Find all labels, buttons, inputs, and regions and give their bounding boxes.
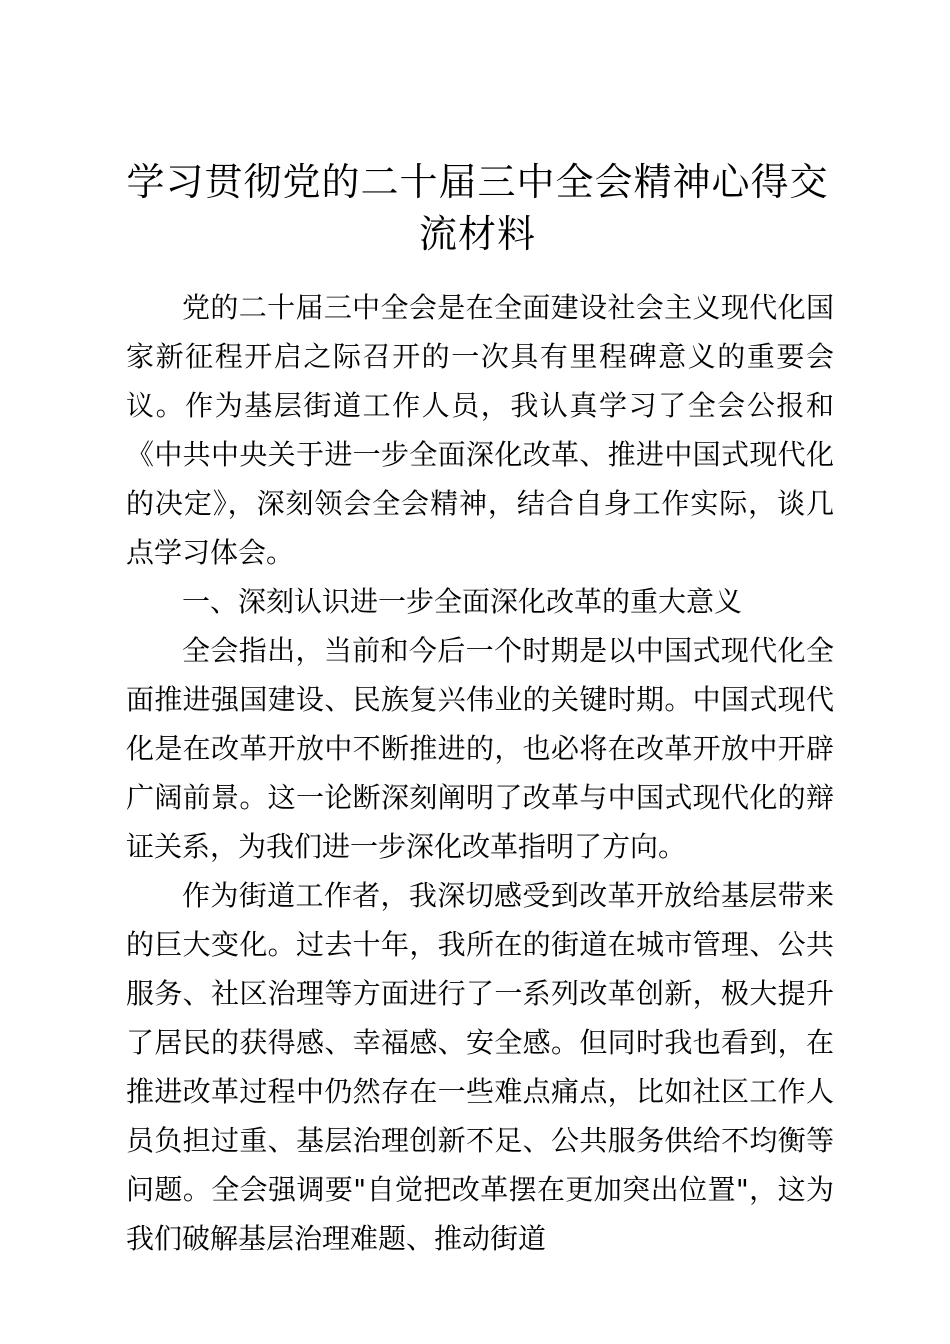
paragraph-intro: 党的二十届三中全会是在全面建设社会主义现代化国家新征程开启之际召开的一次具有里程碑意义的重要会议。作为基层街道工作人员，我认真学习了全会公报和《中共中央关于进一步全面深化改革、推进中国式现代化的决定》，深刻领会全会精神，结合自身工作实际，谈几点学习体会。 [126, 291, 834, 569]
paragraph-significance: 全会指出，当前和今后一个时期是以中国式现代化全面推进强国建设、民族复兴伟业的关键时期。中国式现代化是在改革开放中不断推进的，也必将在改革开放中开辟广阔前景。这一论断深刻阐明了改革与中国式现代化的辩证关系，为我们进一步深化改革指明了方向。 [126, 634, 834, 863]
paragraph-experience: 作为街道工作者，我深切感受到改革开放给基层带来的巨大变化。过去十年，我所在的街道在城市管理、公共服务、社区治理等方面进行了一系列改革创新，极大提升了居民的获得感、幸福感、安全感。但同时我也看到，在推进改革过程中仍然存在一些难点痛点，比如社区工作人员负担过重、基层治理创新不足、公共服务供给不均衡等问题。全会强调要"自觉把改革摆在更加突出位置"，这为我们破解基层治理难题、推动街道 [126, 879, 834, 1255]
section-heading: 一、深刻认识进一步全面深化改革的重大意义 [182, 585, 743, 618]
document-body [126, 283, 834, 1263]
document-title: 学习贯彻党的二十届三中全会精神心得交流材料 [126, 160, 829, 256]
